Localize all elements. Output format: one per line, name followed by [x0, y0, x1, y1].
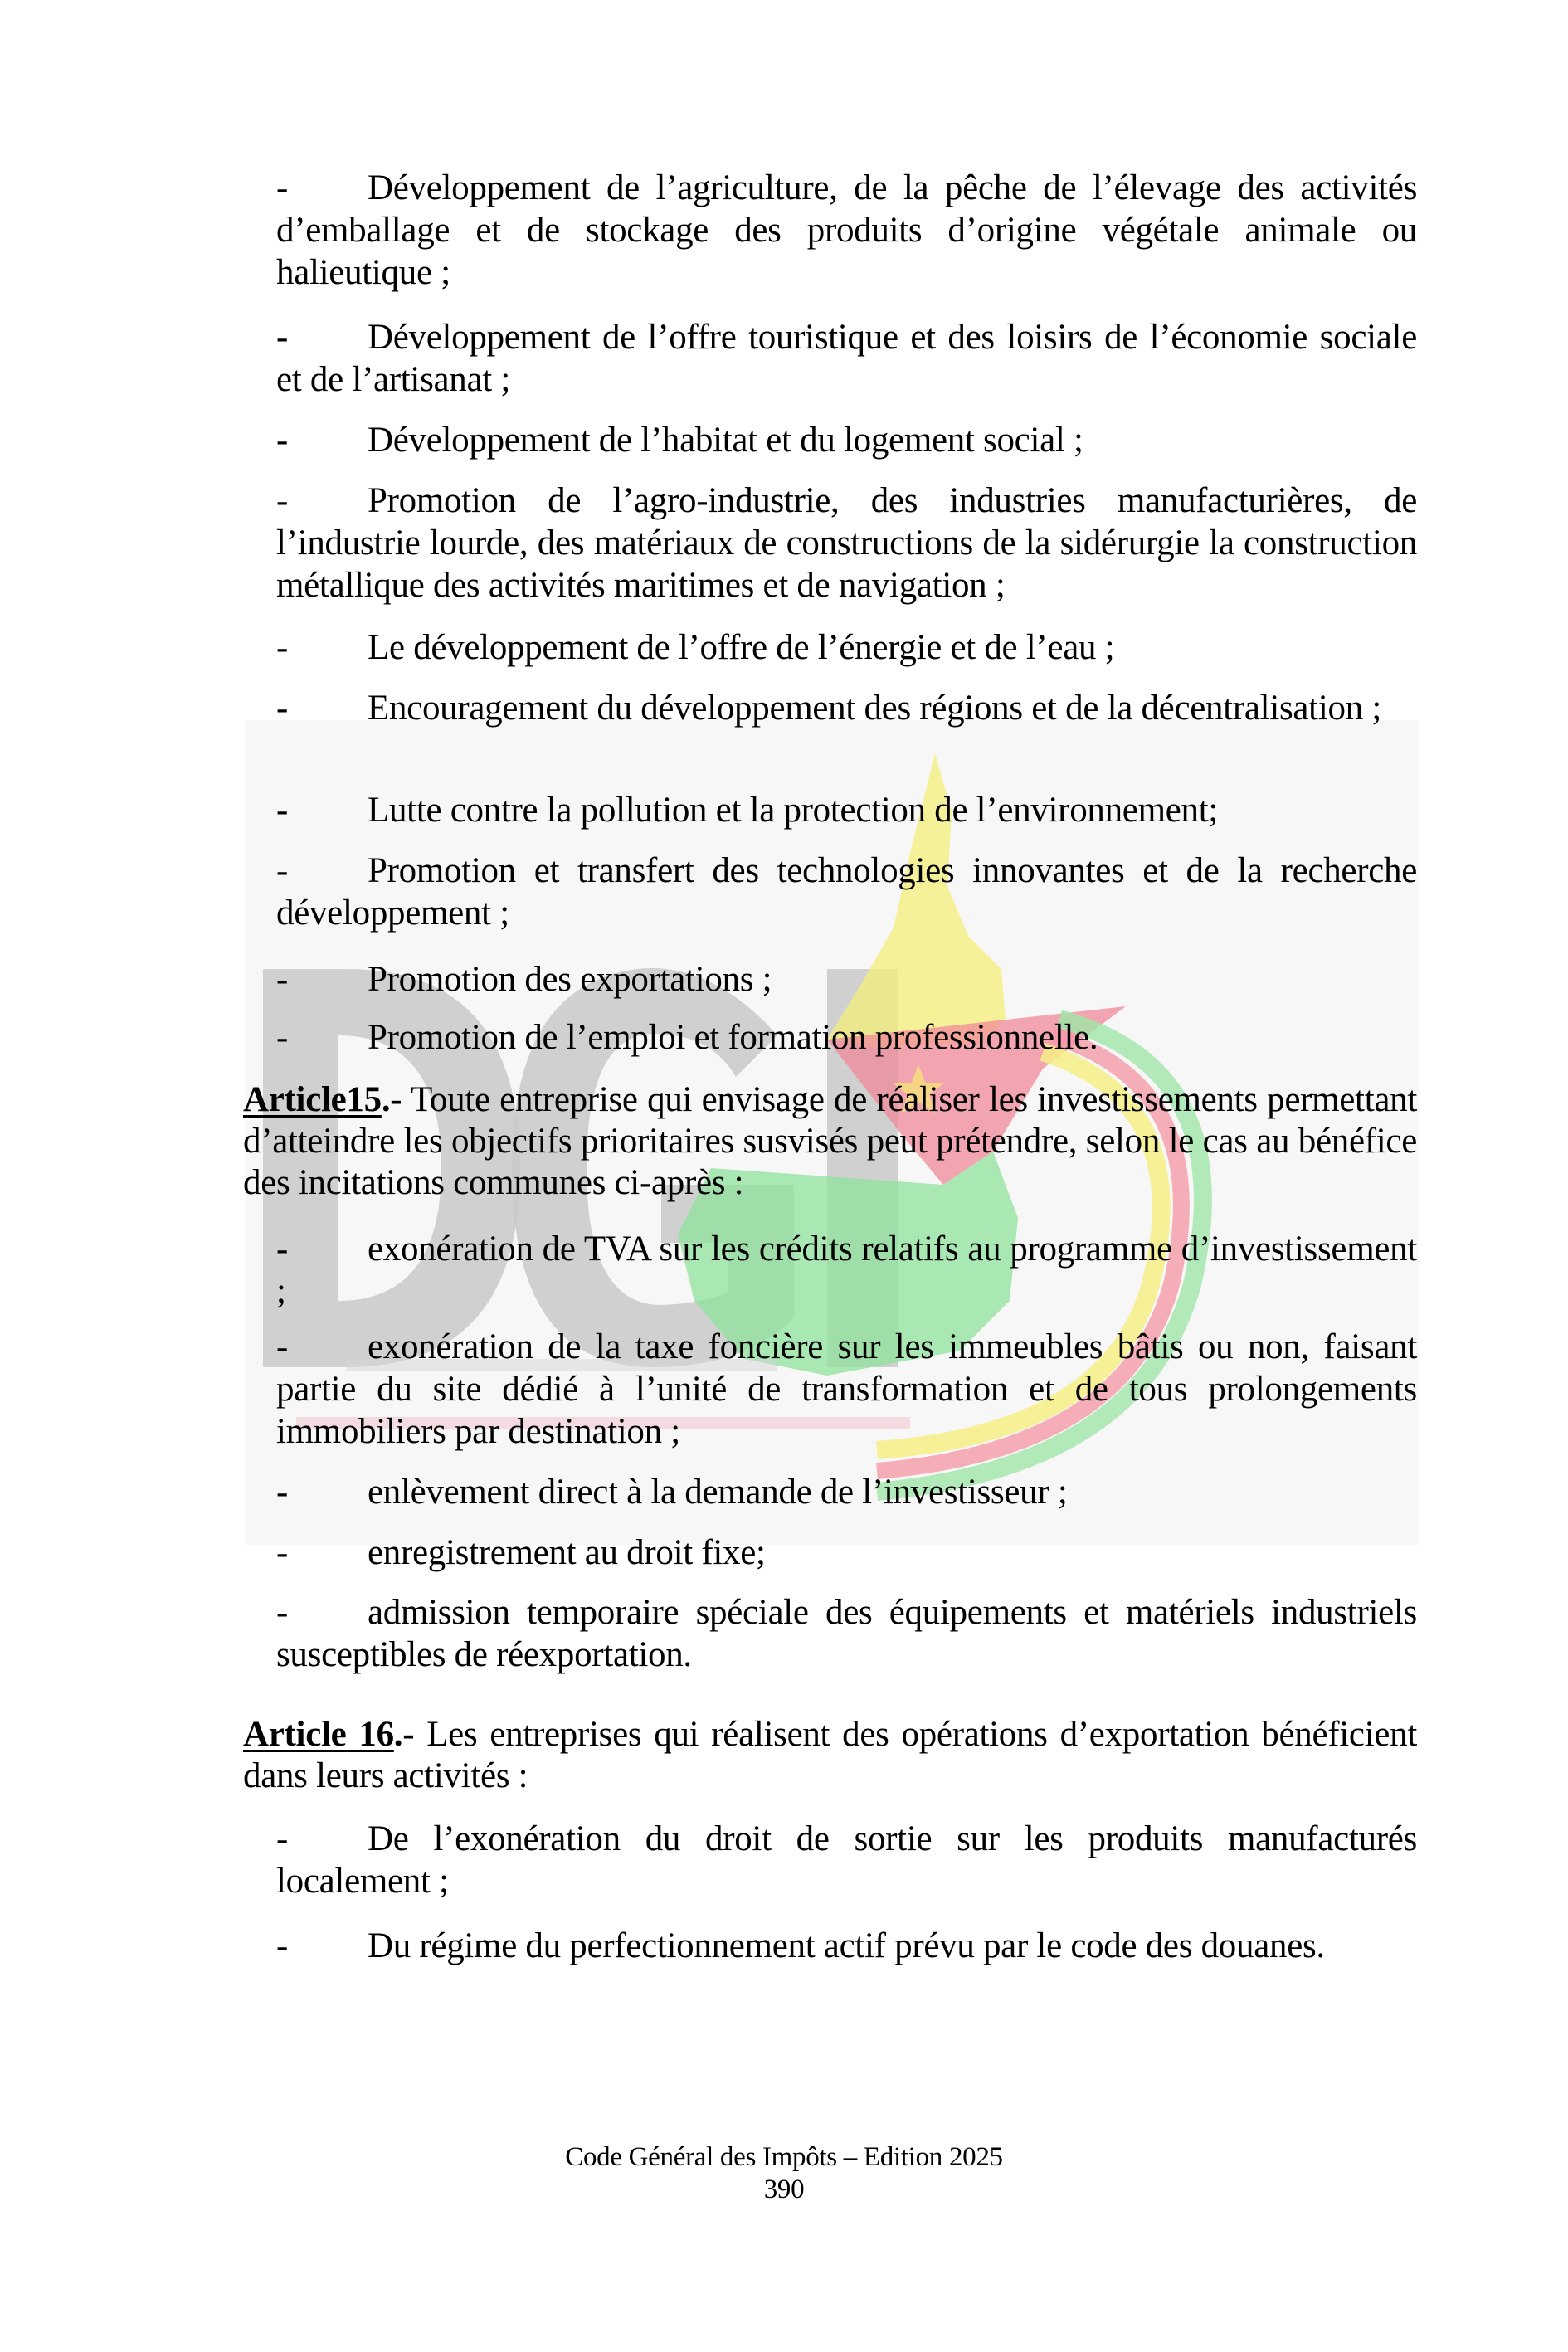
- bullet-dash: -: [276, 1230, 289, 1269]
- article-16-text: Les entreprises qui réalisent des opérations d’exportation bénéficient dans leurs activités :: [243, 1715, 1417, 1795]
- article-16-label: Article 16: [243, 1715, 394, 1754]
- bullet-dash: -: [276, 1926, 289, 1965]
- article-15-paragraph: [243, 1079, 1417, 1204]
- bullet-dash: -: [276, 1327, 289, 1366]
- list-item: [276, 958, 1417, 1001]
- bullet-dash: -: [276, 851, 289, 890]
- list-item: [276, 316, 1417, 401]
- list-item-text: exonération de TVA sur les crédits relatifs au programme d’investissement ;: [276, 1230, 1417, 1311]
- article-15-label: Article15: [243, 1080, 382, 1119]
- list-item-text: Développement de l’offre touristique et des loisirs de l’économie sociale et de l’artisanat ;: [276, 318, 1417, 399]
- list-item-text: Du régime du perfectionnement actif prévu par le code des douanes.: [368, 1926, 1325, 1965]
- list-item-text: Développement de l’agriculture, de la pêche de l’élevage des activités d’emballage et de stockage des produits d’origine végétale animale ou halieutique ;: [276, 168, 1417, 292]
- list-item: [276, 1326, 1417, 1453]
- list-item: [276, 1471, 1417, 1513]
- list-item: [276, 850, 1417, 934]
- bullet-dash: -: [276, 1819, 289, 1858]
- bullet-dash: -: [276, 960, 289, 999]
- list-item-text: Promotion de l’agro-industrie, des industries manufacturières, de l’industrie lourde, des matériaux de constructions de la sidérurgie la construction métallique des activités maritimes et de navigation ;: [276, 481, 1417, 605]
- bullet-dash: -: [276, 689, 289, 728]
- list-item-text: Encouragement du développement des régions et de la décentralisation ;: [368, 689, 1381, 728]
- list-item: [276, 789, 1417, 831]
- article-16-paragraph: [243, 1714, 1417, 1797]
- list-item-text: De l’exonération du droit de sortie sur les produits manufacturés localement ;: [276, 1819, 1417, 1901]
- page-number: 390: [763, 2174, 805, 2204]
- list-item: [276, 1591, 1417, 1676]
- list-item: [276, 480, 1417, 606]
- list-item: [276, 626, 1417, 669]
- list-item: [276, 1925, 1417, 1967]
- bullet-dash: -: [276, 1533, 289, 1572]
- bullet-dash: -: [276, 421, 289, 460]
- list-item: [276, 1016, 1417, 1059]
- article-15-text: Toute entreprise qui envisage de réaliser les investissements permettant d’atteindre les objectifs prioritaires susvisés peut prétendre, selon le cas au bénéfice des incitations communes ci-après :: [243, 1080, 1417, 1202]
- list-item-text: exonération de la taxe foncière sur les immeubles bâtis ou non, faisant partie du site dédié à l’unité de transformation et de tous prolongements immobiliers par destination ;: [276, 1327, 1417, 1451]
- list-item-text: Lutte contre la pollution et la protection de l’environnement;: [368, 791, 1219, 830]
- list-item-text: Promotion et transfert des technologies innovantes et de la recherche développement ;: [276, 851, 1417, 933]
- bullet-dash: -: [276, 168, 289, 207]
- bullet-dash: -: [276, 1473, 289, 1512]
- article-15-separator: .-: [381, 1080, 402, 1119]
- list-item-text: admission temporaire spéciale des équipements et matériels industriels susceptibles de réexportation.: [276, 1593, 1417, 1674]
- bullet-dash: -: [276, 791, 289, 830]
- article-16-separator: .-: [393, 1715, 415, 1754]
- list-item: [276, 687, 1417, 729]
- bullet-dash: -: [276, 1593, 289, 1632]
- list-item-text: Le développement de l’offre de l’énergie et de l’eau ;: [368, 628, 1115, 667]
- bullet-dash: -: [276, 481, 289, 520]
- bullet-dash: -: [276, 628, 289, 667]
- list-item: [276, 1531, 1417, 1574]
- footer-title: Code Général des Impôts – Edition 2025: [565, 2142, 1003, 2172]
- list-item: [276, 1818, 1417, 1902]
- list-item: [276, 1228, 1417, 1312]
- bullet-dash: -: [276, 318, 289, 357]
- list-item-text: Promotion de l’emploi et formation professionnelle.: [368, 1018, 1098, 1057]
- list-item: [276, 167, 1417, 294]
- list-item: [276, 419, 1417, 461]
- list-item-text: Promotion des exportations ;: [368, 960, 772, 999]
- list-item-text: Développement de l’habitat et du logement social ;: [368, 421, 1083, 460]
- list-item-text: enregistrement au droit fixe;: [368, 1533, 766, 1572]
- bullet-dash: -: [276, 1018, 289, 1057]
- list-item-text: enlèvement direct à la demande de l’investisseur ;: [368, 1473, 1068, 1512]
